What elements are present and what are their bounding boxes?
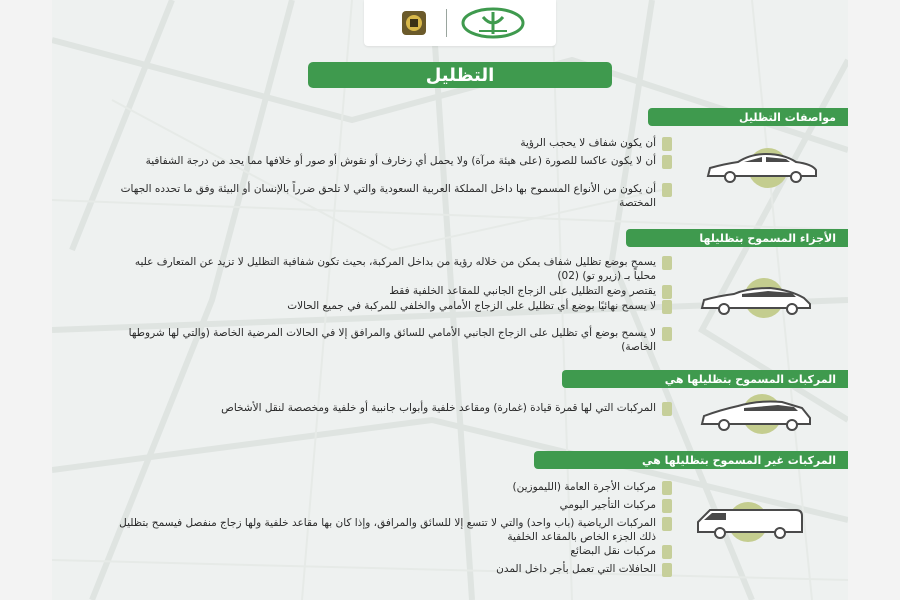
list-item: المركبات التي لها قمرة قيادة (غمارة) ومقاعد خلفية وأبواب جانبية أو خلفية ومخصصة لنقل الأشخاص — [112, 401, 672, 416]
van-icon — [692, 502, 808, 542]
list-item: أن يكون شفاف لا يحجب الرؤية — [112, 136, 672, 151]
section-header-allowed-vehicles: المركبات المسموح بتظليلها هي — [562, 370, 848, 388]
logo-header — [364, 0, 556, 46]
list-item: أن يكون من الأنواع المسموح بها داخل المملكة العربية السعودية والتي لا تلحق ضرراً بالإنسان أو البيئة وفق ما تحدده الجهات المختصة — [112, 182, 672, 210]
bullet-marker — [662, 402, 672, 416]
bullet-marker — [662, 285, 672, 299]
interior-ministry-emblem-icon — [461, 7, 525, 39]
bullet-marker — [662, 563, 672, 577]
section-header-specs: مواصفات التظليل — [648, 108, 848, 126]
list-item: الحافلات التي تعمل بأجر داخل المدن — [112, 562, 672, 577]
bullet-marker — [662, 256, 672, 270]
list-item: مركبات نقل البضائع — [112, 544, 672, 559]
bullet-marker — [662, 183, 672, 197]
list-item: المركبات الرياضية (باب واحد) والتي لا تتسع إلا للسائق والمرافق، وإذا كان بها مقاعد خلفية ولها زجاج منفصل فيسمح بتظليل ذلك الجزء الخاص بالمقاعد الخلفية — [112, 516, 672, 544]
bullet-marker — [662, 545, 672, 559]
list-item: أن لا يكون عاكسا للصورة (على هيئة مرآة) ولا يحمل أي زخارف أو نقوش أو صور أو خلافها مما يحد من درجة الشفافية — [112, 154, 672, 169]
hatchback-icon — [698, 394, 814, 434]
sedan-icon — [704, 148, 820, 188]
bullet-marker — [662, 327, 672, 341]
infographic-poster — [52, 0, 848, 600]
section-header-disallowed-vehicles: المركبات غير المسموح بتظليلها هي — [534, 451, 848, 469]
list-item: لا يسمح نهائيًا بوضع أي تظليل على الزجاج الأمامي والخلفي للمركبة في جميع الحالات — [112, 299, 672, 314]
logo-separator — [446, 9, 447, 37]
page-title-bar — [308, 62, 612, 88]
list-item: مركبات التأجير اليومي — [112, 498, 672, 513]
bullet-marker — [662, 499, 672, 513]
section-header-allowed-parts: الأجزاء المسموح بتظليلها — [626, 229, 848, 247]
traffic-department-emblem-icon — [396, 8, 432, 38]
bullet-marker — [662, 137, 672, 151]
list-item: يقتصر وضع التظليل على الزجاج الجانبي للمقاعد الخلفية فقط — [112, 284, 672, 299]
page-title: التظليل — [425, 64, 495, 86]
bullet-marker — [662, 300, 672, 314]
car-side-icon — [698, 278, 814, 318]
list-item: مركبات الأجرة العامة (الليموزين) — [112, 480, 672, 495]
list-item: يسمح بوضع تظليل شفاف يمكن من خلاله رؤية من بداخل المركبة، بحيث تكون شفافية التظليل لا تزيد عن المتعارف عليه محلياً بـ (زيرو تو) (02) — [112, 255, 672, 283]
list-item: لا يسمح بوضع أي تظليل على الزجاج الجانبي الأمامي للسائق والمرافق إلا في الحالات المرضية الخاصة (والتي لها شروطها الخاصة) — [112, 326, 672, 354]
bullet-marker — [662, 481, 672, 495]
bullet-marker — [662, 517, 672, 531]
bullet-marker — [662, 155, 672, 169]
